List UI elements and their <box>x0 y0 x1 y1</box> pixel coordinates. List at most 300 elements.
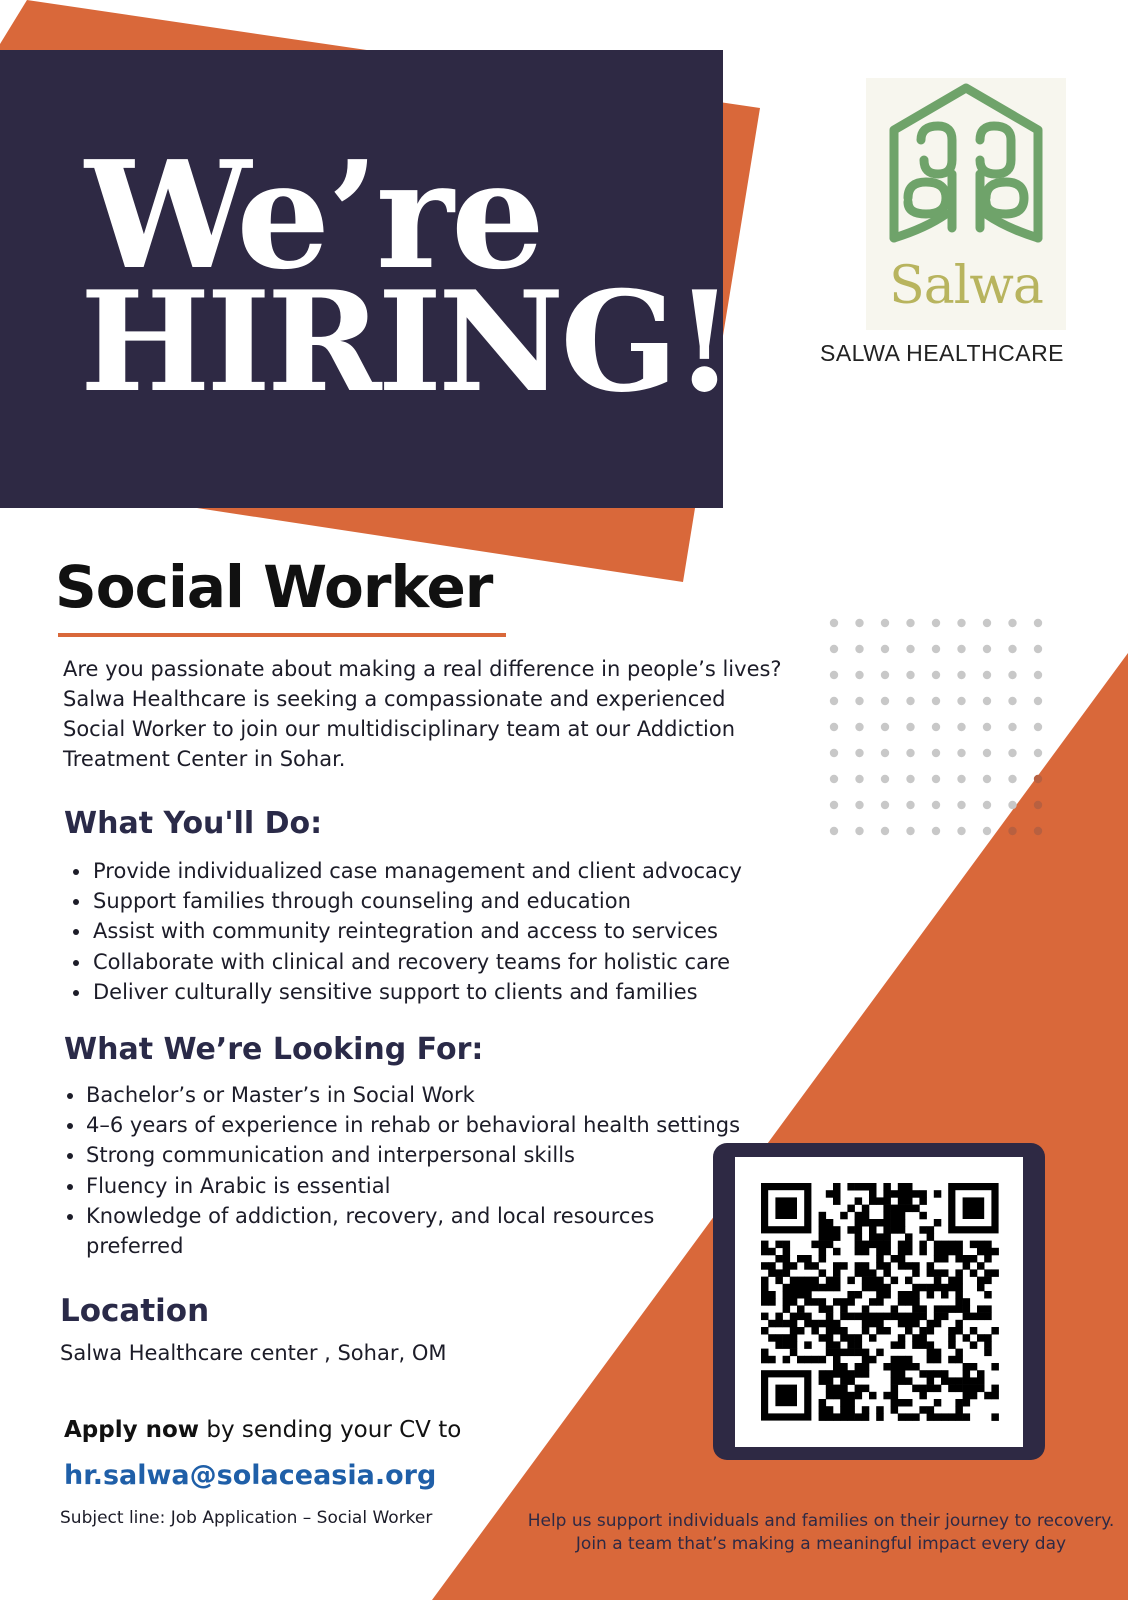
qr-module <box>912 1385 920 1393</box>
qr-module <box>819 1370 827 1378</box>
qr-module <box>855 1363 863 1371</box>
qr-module <box>883 1219 891 1227</box>
footer-line1: Help us support individuals and families on their journey to recovery. <box>527 1511 1115 1531</box>
qr-module <box>840 1406 848 1414</box>
qr-module <box>826 1241 834 1249</box>
decoration-dot <box>983 645 991 653</box>
qr-module <box>941 1291 949 1299</box>
qr-module <box>840 1313 848 1321</box>
qr-module <box>955 1385 963 1393</box>
qr-module <box>862 1277 870 1285</box>
decoration-dot <box>830 723 838 731</box>
qr-module <box>819 1298 827 1306</box>
qr-module <box>869 1233 877 1241</box>
qr-module <box>819 1226 827 1234</box>
qr-module <box>955 1349 963 1357</box>
list-item: Deliver culturally sensitive support to clients and families <box>64 977 824 1007</box>
decoration-dot <box>983 749 991 757</box>
qr-module <box>934 1248 942 1256</box>
qr-module <box>862 1183 870 1191</box>
qr-module <box>970 1269 978 1277</box>
qr-module <box>833 1327 841 1335</box>
qr-module <box>977 1241 985 1249</box>
qr-module <box>984 1255 992 1263</box>
qr-module <box>783 1341 791 1349</box>
salwa-logo <box>866 78 1066 330</box>
qr-module <box>819 1212 827 1220</box>
qr-module <box>948 1327 956 1335</box>
decoration-dot <box>932 775 940 783</box>
hero-headline-line2: HIRING! <box>80 260 731 423</box>
qr-module <box>891 1205 899 1213</box>
qr-module <box>862 1248 870 1256</box>
qr-module <box>797 1284 805 1292</box>
qr-module <box>919 1341 927 1349</box>
qr-module <box>898 1320 906 1328</box>
qr-module <box>883 1392 891 1400</box>
qr-module <box>883 1291 891 1299</box>
qr-module <box>876 1327 884 1335</box>
qr-module <box>934 1255 942 1263</box>
qr-module <box>855 1291 863 1299</box>
qr-module <box>977 1305 985 1313</box>
qr-module <box>869 1298 877 1306</box>
qr-module <box>826 1377 834 1385</box>
qr-module <box>941 1313 949 1321</box>
decoration-dot <box>881 801 889 809</box>
email-link[interactable]: hr.salwa@solaceasia.org <box>64 1460 437 1491</box>
qr-module <box>804 1284 812 1292</box>
qr-module <box>819 1219 827 1227</box>
qr-module <box>840 1399 848 1407</box>
qr-module <box>833 1370 841 1378</box>
job-title: Social Worker <box>55 553 493 621</box>
decoration-dot <box>830 749 838 757</box>
qr-module <box>775 1313 783 1321</box>
qr-module <box>898 1219 906 1227</box>
qr-module <box>977 1248 985 1256</box>
qr-module <box>941 1377 949 1385</box>
qr-module <box>905 1356 913 1364</box>
qr-module <box>862 1349 870 1357</box>
qr-module <box>876 1298 884 1306</box>
qr-module <box>970 1363 978 1371</box>
decoration-dot <box>1008 671 1016 679</box>
qr-module <box>783 1291 791 1299</box>
qr-module <box>883 1313 891 1321</box>
qr-module <box>826 1385 834 1393</box>
qr-module <box>804 1356 812 1364</box>
logo-wordmark: Salwa <box>889 256 1043 316</box>
decoration-dot <box>932 801 940 809</box>
qr-module <box>948 1248 956 1256</box>
decoration-dot <box>983 775 991 783</box>
qr-module <box>840 1349 848 1357</box>
qr-module <box>869 1183 877 1191</box>
decoration-dot <box>830 619 838 627</box>
qr-module <box>775 1334 783 1342</box>
decoration-dot <box>1034 827 1042 835</box>
qr-module <box>862 1305 870 1313</box>
qr-module <box>855 1219 863 1227</box>
qr-module <box>826 1392 834 1400</box>
qr-module <box>833 1226 841 1234</box>
qr-module <box>955 1377 963 1385</box>
qr-module <box>963 1305 971 1313</box>
qr-module <box>833 1190 841 1198</box>
qr-module <box>862 1219 870 1227</box>
qr-module <box>963 1334 971 1342</box>
qr-module <box>790 1284 798 1292</box>
qr-module <box>847 1226 855 1234</box>
qr-module <box>862 1205 870 1213</box>
qr-module <box>963 1385 971 1393</box>
duties-heading: What You'll Do: <box>64 806 323 841</box>
qr-module <box>811 1298 819 1306</box>
qr-module <box>833 1356 841 1364</box>
qr-module <box>855 1262 863 1270</box>
subject-line: Subject line: Job Application – Social Worker <box>60 1508 433 1528</box>
decoration-dot <box>1034 723 1042 731</box>
qr-module <box>927 1233 935 1241</box>
qr-module <box>819 1241 827 1249</box>
qr-module <box>862 1406 870 1414</box>
qr-module <box>783 1248 791 1256</box>
qr-module <box>790 1349 798 1357</box>
qr-module <box>833 1262 841 1270</box>
qr-module <box>898 1298 906 1306</box>
qr-module <box>927 1385 935 1393</box>
qr-module <box>819 1233 827 1241</box>
requirements-list <box>64 1080 764 1261</box>
qr-module <box>819 1305 827 1313</box>
qr-module <box>840 1262 848 1270</box>
qr-module <box>898 1334 906 1342</box>
qr-module <box>883 1284 891 1292</box>
qr-module <box>919 1406 927 1414</box>
qr-module <box>876 1349 884 1357</box>
location-heading: Location <box>60 1293 210 1329</box>
qr-module <box>963 1413 971 1421</box>
decoration-dot <box>855 697 863 705</box>
qr-module <box>869 1313 877 1321</box>
qr-module <box>955 1255 963 1263</box>
qr-module <box>891 1305 899 1313</box>
qr-module <box>761 1313 769 1321</box>
qr-module <box>912 1284 920 1292</box>
qr-module <box>977 1313 985 1321</box>
qr-module <box>912 1320 920 1328</box>
qr-module <box>919 1241 927 1249</box>
decoration-dot <box>1034 801 1042 809</box>
qr-module <box>826 1370 834 1378</box>
qr-module <box>977 1284 985 1292</box>
qr-code-frame[interactable] <box>713 1143 1045 1460</box>
qr-module <box>891 1356 899 1364</box>
qr-module <box>797 1356 805 1364</box>
qr-module <box>768 1262 776 1270</box>
qr-module <box>876 1241 884 1249</box>
decoration-dot <box>983 723 991 731</box>
qr-module <box>912 1305 920 1313</box>
qr-module <box>833 1248 841 1256</box>
qr-module <box>804 1255 812 1263</box>
qr-module <box>790 1291 798 1299</box>
qr-module <box>826 1334 834 1342</box>
decoration-dot <box>906 645 914 653</box>
qr-module <box>775 1277 783 1285</box>
qr-module <box>876 1406 884 1414</box>
qr-module <box>891 1219 899 1227</box>
qr-module <box>891 1255 899 1263</box>
decoration-dot <box>1034 671 1042 679</box>
qr-module <box>883 1190 891 1198</box>
decoration-dot <box>906 827 914 835</box>
qr-module <box>955 1305 963 1313</box>
qr-module <box>934 1269 942 1277</box>
qr-module <box>991 1385 999 1393</box>
decoration-dot <box>881 723 889 731</box>
qr-module <box>876 1313 884 1321</box>
qr-module <box>790 1341 798 1349</box>
qr-module <box>912 1205 920 1213</box>
qr-module <box>912 1413 920 1421</box>
decoration-dot <box>881 645 889 653</box>
qr-module <box>898 1205 906 1213</box>
qr-module <box>919 1385 927 1393</box>
qr-module <box>819 1399 827 1407</box>
qr-module <box>883 1327 891 1335</box>
qr-module <box>862 1385 870 1393</box>
qr-module <box>775 1341 783 1349</box>
decoration-dot <box>855 801 863 809</box>
qr-module <box>826 1349 834 1357</box>
decoration-dot <box>830 775 838 783</box>
qr-module <box>977 1262 985 1270</box>
qr-module <box>948 1385 956 1393</box>
qr-module <box>869 1226 877 1234</box>
qr-module <box>934 1190 942 1198</box>
decoration-dot <box>855 775 863 783</box>
qr-module <box>955 1413 963 1421</box>
qr-module <box>927 1269 935 1277</box>
qr-module <box>919 1190 927 1198</box>
qr-module <box>934 1349 942 1357</box>
qr-module <box>905 1327 913 1335</box>
qr-module <box>891 1190 899 1198</box>
qr-module <box>862 1413 870 1421</box>
qr-module <box>934 1413 942 1421</box>
qr-module <box>891 1212 899 1220</box>
qr-module <box>948 1356 956 1364</box>
qr-module <box>811 1241 819 1249</box>
qr-module <box>797 1255 805 1263</box>
qr-module <box>840 1327 848 1335</box>
qr-module <box>869 1190 877 1198</box>
qr-module <box>790 1262 798 1270</box>
qr-module <box>955 1241 963 1249</box>
qr-module <box>761 1298 769 1306</box>
list-item: Support families through counseling and education <box>64 886 824 916</box>
qr-module <box>833 1277 841 1285</box>
qr-module <box>847 1392 855 1400</box>
qr-module <box>804 1291 812 1299</box>
qr-module <box>869 1277 877 1285</box>
apply-rest-label: by sending your CV to <box>199 1417 462 1443</box>
qr-module <box>768 1334 776 1342</box>
qr-module <box>898 1248 906 1256</box>
qr-module <box>948 1413 956 1421</box>
decoration-dot <box>1034 775 1042 783</box>
qr-module <box>934 1385 942 1393</box>
qr-module <box>855 1349 863 1357</box>
duties-list <box>64 856 824 1007</box>
qr-code-panel <box>735 1157 1023 1447</box>
qr-module <box>855 1313 863 1321</box>
qr-module <box>855 1226 863 1234</box>
qr-module <box>869 1284 877 1292</box>
decoration-dot <box>830 827 838 835</box>
decoration-dot <box>906 775 914 783</box>
qr-module <box>775 1320 783 1328</box>
qr-module <box>883 1197 891 1205</box>
qr-module <box>905 1399 913 1407</box>
qr-module <box>775 1255 783 1263</box>
qr-module <box>905 1248 913 1256</box>
qr-module <box>963 1298 971 1306</box>
qr-module <box>891 1377 899 1385</box>
qr-module <box>970 1377 978 1385</box>
qr-module <box>934 1320 942 1328</box>
qr-module <box>811 1277 819 1285</box>
qr-module <box>840 1363 848 1371</box>
decoration-dot <box>932 619 940 627</box>
qr-module <box>955 1406 963 1414</box>
qr-module <box>869 1269 877 1277</box>
qr-module <box>840 1392 848 1400</box>
qr-module <box>855 1413 863 1421</box>
location-text: Salwa Healthcare center , Sohar, OM <box>60 1341 447 1365</box>
qr-module <box>948 1305 956 1313</box>
qr-module <box>783 1284 791 1292</box>
qr-module <box>783 1269 791 1277</box>
decoration-dot <box>830 671 838 679</box>
qr-module <box>955 1327 963 1335</box>
qr-module <box>855 1392 863 1400</box>
qr-module <box>970 1392 978 1400</box>
qr-module <box>883 1262 891 1270</box>
qr-module <box>955 1248 963 1256</box>
qr-module <box>833 1197 841 1205</box>
decoration-dot <box>881 619 889 627</box>
qr-module <box>927 1341 935 1349</box>
qr-module <box>883 1233 891 1241</box>
qr-module <box>833 1269 841 1277</box>
qr-module <box>912 1262 920 1270</box>
qr-module <box>819 1334 827 1342</box>
decoration-dot <box>932 723 940 731</box>
qr-module <box>855 1370 863 1378</box>
qr-module <box>927 1284 935 1292</box>
qr-module <box>898 1377 906 1385</box>
qr-module <box>876 1219 884 1227</box>
qr-module <box>855 1233 863 1241</box>
qr-module <box>819 1269 827 1277</box>
qr-module <box>883 1183 891 1191</box>
decoration-dot <box>1008 697 1016 705</box>
qr-module <box>941 1269 949 1277</box>
qr-module <box>927 1226 935 1234</box>
qr-module <box>819 1377 827 1385</box>
qr-module <box>811 1356 819 1364</box>
decoration-dot <box>957 697 965 705</box>
qr-module <box>768 1298 776 1306</box>
footer-message <box>515 1510 1127 1556</box>
qr-module <box>847 1341 855 1349</box>
apply-instruction <box>64 1414 461 1446</box>
qr-module <box>840 1385 848 1393</box>
decoration-dot <box>855 619 863 627</box>
qr-module <box>797 1327 805 1335</box>
qr-module <box>898 1370 906 1378</box>
decoration-dot <box>855 723 863 731</box>
qr-module <box>790 1298 798 1306</box>
hero-headline-line1: We’re <box>85 128 542 302</box>
qr-module <box>919 1334 927 1342</box>
qr-module <box>912 1190 920 1198</box>
qr-module <box>840 1413 848 1421</box>
qr-module <box>898 1399 906 1407</box>
decoration-dot <box>1008 801 1016 809</box>
qr-module <box>775 1197 797 1219</box>
qr-module <box>898 1291 906 1299</box>
list-item: Strong communication and interpersonal skills <box>64 1140 764 1170</box>
decoration-dot <box>855 749 863 757</box>
qr-module <box>811 1320 819 1328</box>
qr-module <box>970 1385 978 1393</box>
qr-module <box>862 1262 870 1270</box>
qr-module <box>876 1413 884 1421</box>
qr-module <box>927 1320 935 1328</box>
decoration-dot <box>881 671 889 679</box>
qr-module <box>927 1349 935 1357</box>
qr-module <box>919 1327 927 1335</box>
decoration-dot <box>957 801 965 809</box>
qr-module <box>862 1320 870 1328</box>
qr-module <box>847 1370 855 1378</box>
qr-module <box>934 1370 942 1378</box>
qr-module <box>955 1399 963 1407</box>
decoration-dot <box>1008 619 1016 627</box>
qr-module <box>941 1255 949 1263</box>
qr-module <box>963 1392 971 1400</box>
qr-module <box>883 1205 891 1213</box>
decoration-dot <box>830 697 838 705</box>
qr-module <box>761 1291 769 1299</box>
qr-module <box>819 1406 827 1414</box>
organization-name: SALWA HEALTHCARE <box>820 340 1065 366</box>
qr-module <box>919 1284 927 1292</box>
qr-module <box>934 1399 942 1407</box>
qr-module <box>876 1255 884 1263</box>
qr-module <box>927 1377 935 1385</box>
qr-module <box>912 1298 920 1306</box>
decoration-dot <box>957 775 965 783</box>
qr-module <box>963 1255 971 1263</box>
qr-module <box>984 1341 992 1349</box>
qr-module <box>941 1284 949 1292</box>
qr-module <box>898 1255 906 1263</box>
